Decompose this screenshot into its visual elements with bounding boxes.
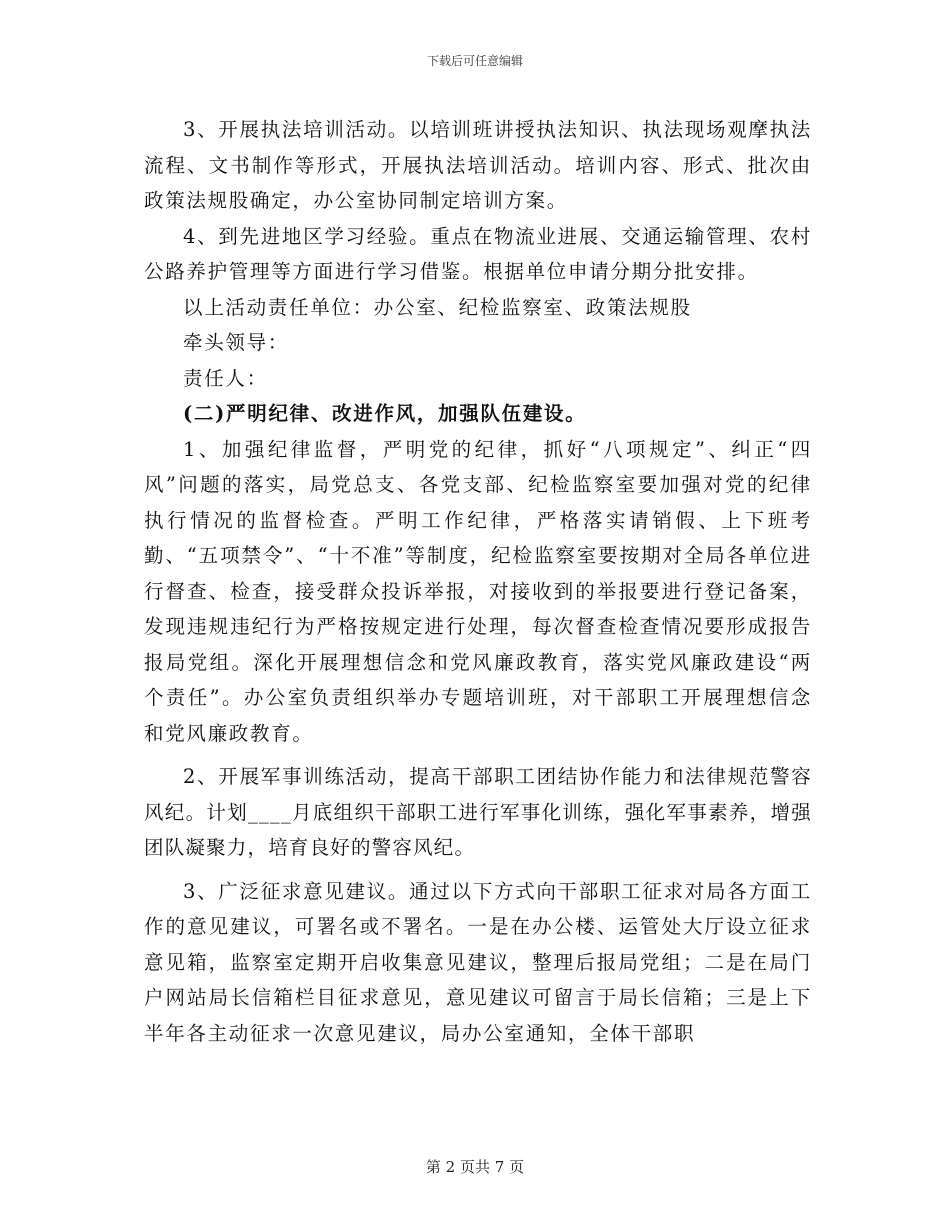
paragraph-study: 4、到先进地区学习经验。重点在物流业进展、交通运输管理、农村公路养护管理等方面进行学习借鉴。根据单位申请分期分批安排。 xyxy=(144,224,812,283)
lead-leader: 牵头领导： xyxy=(183,331,290,354)
responsible-units: 以上活动责任单位：办公室、纪检监察室、政策法规股 xyxy=(183,295,692,319)
page-footer: 第 2 页共 7 页 xyxy=(425,1158,525,1176)
paragraph-training: 3、开展执法培训活动。以培训班讲授执法知识、执法现场观摩执法流程、文书制作等形式，开展执法培训活动。培训内容、形式、批次由政策法规股确定，办公室协同制定培训方案。 xyxy=(144,118,812,212)
paragraph-discipline: 1、加强纪律监督，严明党的纪律，抓好“八项规定”、纠正“四风”问题的落实，局党总支、各党支部、纪检监察室要加强对党的纪律执行情况的监督检查。严明工作纪律，严格落实请销假、上下班考勤、“五项禁令”、“十不准”等制度，纪检监察室要按期对全局各单位进行督查、检查，接受群众投诉举报，对接收到的举报要进行登记备案，发现违规违纪行为严格按规定进行处理，每次督查检查情况要形成报告报局党组。深化开展理想信念和党风廉政教育，落实党风廉政建设“两个责任”。办公室负责组织举办专题培训班，对干部职工开展理想信念和党风廉政教育。 xyxy=(144,437,812,745)
paragraph-military-training: 2、开展军事训练活动，提高干部职工团结协作能力和法律规范警容风纪。计划____月底组织干部职工进行军事化训练，强化军事素养，增强团队凝聚力，培育良好的警容风纪。 xyxy=(144,765,812,859)
paragraph-opinions: 3、广泛征求意见建议。通过以下方式向干部职工征求对局各方面工作的意见建议，可署名或不署名。一是在办公楼、运管处大厅设立征求意见箱，监察室定期开启收集意见建议，整理后报局党组；二是在局门户网站局长信箱栏目征求意见，意见建议可留言于局长信箱；三是上下半年各主动征求一次意见建议，局办公室通知，全体干部职 xyxy=(144,879,812,1045)
responsible-person: 责任人： xyxy=(183,366,268,390)
section-heading: (二)严明纪律、改进作风，加强队伍建设。 xyxy=(183,402,587,425)
page-header: 下载后可任意编辑 xyxy=(426,54,523,68)
document-body xyxy=(144,112,812,1051)
